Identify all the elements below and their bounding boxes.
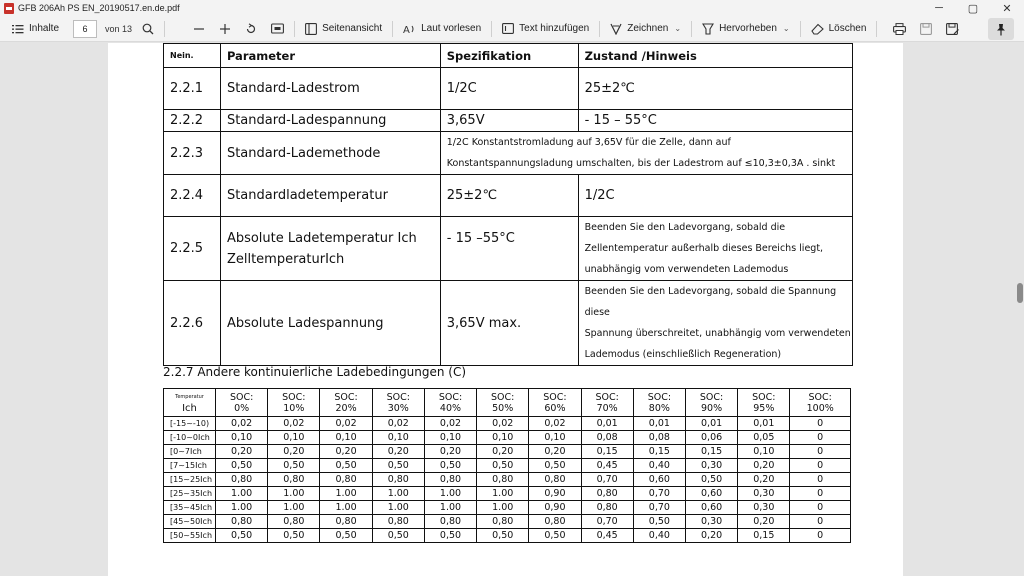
table-cell: 0	[790, 459, 851, 473]
table-cell: 0	[790, 417, 851, 431]
table-cell: 0	[790, 473, 851, 487]
zoom-in-button[interactable]	[215, 18, 235, 40]
highlight-label: Hervorheben	[719, 23, 777, 34]
rotate-button[interactable]	[241, 18, 261, 40]
table-cell: 0,08	[581, 431, 633, 445]
soc-value: 95%	[753, 402, 775, 414]
table-cell: Standard-Ladestrom	[220, 68, 440, 110]
table-cell: 0,20	[424, 445, 476, 459]
table-row	[164, 487, 851, 501]
table-cell: 0,50	[216, 459, 268, 473]
table-cell: 0,20	[268, 445, 320, 459]
table-cell: 0,10	[320, 431, 372, 445]
table-cell: 0,30	[738, 487, 790, 501]
column-header	[216, 389, 268, 417]
soc-value: 70%	[596, 402, 618, 414]
temperature-unit: Ich	[182, 402, 197, 414]
column-header	[685, 389, 737, 417]
maximize-button[interactable]: ▢	[967, 2, 979, 15]
highlighter-icon	[702, 23, 714, 35]
soc-value: 20%	[335, 402, 357, 414]
soc-prefix: SOC:	[229, 391, 254, 403]
table-cell: 2.2.1	[164, 68, 221, 110]
title-bar	[0, 0, 1024, 16]
table-cell: - 15 – 55°C	[578, 110, 852, 132]
table-cell: 0,02	[424, 417, 476, 431]
soc-prefix: SOC:	[595, 391, 619, 403]
soc-value: 10%	[283, 402, 305, 414]
table-cell: 1.00	[320, 487, 372, 501]
table-cell: 0,80	[216, 473, 268, 487]
table-cell: 0,30	[738, 501, 790, 515]
table-cell: 0,50	[320, 529, 372, 543]
table-cell: - 15 –55°C	[440, 217, 578, 281]
table-cell: 0,10	[424, 431, 476, 445]
soc-value: 0%	[234, 402, 250, 414]
table-cell: 0,80	[372, 515, 424, 529]
soc-prefix: SOC:	[438, 391, 463, 403]
fit-page-icon	[271, 23, 284, 34]
table-cell: 1/2C	[440, 68, 578, 110]
table-cell: 0,80	[529, 515, 581, 529]
chevron-down-icon[interactable]: ⌄	[674, 24, 682, 33]
column-header	[320, 389, 372, 417]
table-cell: 2.2.6	[164, 281, 221, 366]
table-cell: Standard-Ladespannung	[220, 110, 440, 132]
soc-value: 30%	[387, 402, 409, 414]
table-row	[164, 431, 851, 445]
draw-label: Zeichnen	[627, 23, 669, 34]
table-cell: 0,60	[685, 501, 737, 515]
table-cell: 2.2.2	[164, 110, 221, 132]
table-cell: 0,30	[685, 459, 737, 473]
table-row	[164, 515, 851, 529]
draw-icon	[610, 23, 622, 35]
column-header: Spezifikation	[440, 44, 578, 68]
table-cell: 0,02	[529, 417, 581, 431]
table-cell: 0,50	[529, 529, 581, 543]
table-cell: 0,20	[738, 459, 790, 473]
table-cell: 0,06	[685, 431, 737, 445]
table-cell: 0,50	[216, 529, 268, 543]
table-cell: 1.00	[268, 487, 320, 501]
table-row	[164, 175, 853, 217]
table-cell: 0,02	[268, 417, 320, 431]
column-header	[268, 389, 320, 417]
table-row	[164, 459, 851, 473]
table-cell: 0,80	[424, 515, 476, 529]
table-cell: 0,20	[477, 445, 529, 459]
window-title: GFB 206Ah PS EN_20190517.en.de.pdf	[18, 3, 180, 13]
table-cell: Standardladetemperatur	[220, 175, 440, 217]
zoom-out-button[interactable]	[189, 18, 209, 40]
table-header-row	[164, 44, 853, 68]
minimize-button[interactable]: ─	[935, 2, 943, 14]
section-heading: 2.2.7 Andere kontinuierliche Ladebedingungen (C)	[163, 365, 467, 379]
table-cell: 0,90	[529, 487, 581, 501]
table-cell: 0,80	[320, 473, 372, 487]
add-text-button[interactable]	[498, 18, 593, 40]
table-cell: 0,05	[738, 431, 790, 445]
table-cell: 0,80	[581, 501, 633, 515]
table-cell: 0,80	[581, 487, 633, 501]
toolbar-divider	[876, 21, 877, 37]
table-cell: 0,60	[685, 487, 737, 501]
table-row	[164, 473, 851, 487]
table-cell	[440, 132, 852, 175]
page-number-input[interactable]: 6	[73, 20, 97, 38]
table-cell: 1.00	[268, 501, 320, 515]
page-view-button[interactable]	[301, 18, 386, 40]
read-aloud-button[interactable]	[399, 18, 485, 40]
cell-line: Zellentemperatur außerhalb dieses Bereichs liegt,	[584, 243, 824, 254]
column-header	[424, 389, 476, 417]
soc-prefix: SOC:	[808, 391, 832, 403]
read-aloud-label: Laut vorlesen	[421, 23, 482, 34]
table-cell: 1.00	[320, 501, 372, 515]
table-cell: 0,80	[477, 515, 529, 529]
table-cell: 0,80	[268, 515, 320, 529]
table-row	[164, 68, 853, 110]
table-cell: 0,02	[477, 417, 529, 431]
table-cell: 0,70	[633, 487, 685, 501]
table-cell: 0,02	[372, 417, 424, 431]
soc-value: 40%	[439, 402, 462, 414]
column-header	[529, 389, 581, 417]
table-cell: 0,15	[685, 445, 737, 459]
add-text-label: Text hinzufügen	[519, 23, 590, 34]
pdf-app-icon	[4, 3, 14, 14]
table-row	[164, 417, 851, 431]
table-cell: 0,40	[633, 529, 685, 543]
soc-prefix: SOC:	[491, 391, 515, 403]
scrollbar-thumb[interactable]	[1017, 283, 1023, 303]
table-row	[164, 217, 853, 281]
soc-value: 80%	[648, 402, 670, 414]
toolbar	[0, 16, 1024, 42]
temperature-range-cell: [50~55Ich	[164, 529, 216, 543]
table-cell: 0,10	[738, 445, 790, 459]
table-cell: 0,50	[268, 459, 320, 473]
table-cell: 0,50	[424, 529, 476, 543]
table-cell: 25±2℃	[440, 175, 578, 217]
table-cell: 0	[790, 431, 851, 445]
table-cell: 0,50	[268, 529, 320, 543]
cell-line: unabhängig vom verwendeten Lademodus	[584, 264, 789, 275]
toolbar-divider	[491, 21, 492, 37]
soc-prefix: SOC:	[752, 391, 776, 403]
search-button[interactable]	[138, 18, 158, 40]
temperature-range-cell: [0~7Ich	[164, 445, 216, 459]
table-cell: 0,50	[685, 473, 737, 487]
pin-toolbar-button[interactable]	[988, 18, 1014, 40]
temperature-range-cell: [35~45Ich	[164, 501, 216, 515]
table-cell: 0,01	[581, 417, 633, 431]
table-cell: 0,20	[529, 445, 581, 459]
table-cell: 1.00	[216, 501, 268, 515]
plus-icon	[219, 23, 231, 35]
table-cell: 0,80	[372, 473, 424, 487]
cell-line: Absolute Ladetemperatur Ich	[226, 230, 417, 246]
soc-prefix: SOC:	[282, 391, 306, 403]
table-row	[164, 501, 851, 515]
cell-line: Konstantspannungsladung umschalten, bis der Ladestrom auf ≤10,3±0,3A . sinkt	[446, 158, 836, 169]
save-as-icon	[946, 23, 959, 35]
soc-prefix: SOC:	[386, 391, 410, 403]
column-header	[164, 389, 216, 417]
erase-label: Löschen	[828, 23, 867, 34]
table-cell: 2.2.5	[164, 217, 221, 281]
table-cell: 0,50	[372, 529, 424, 543]
table-cell: 0,10	[268, 431, 320, 445]
table-cell: 0,20	[738, 473, 790, 487]
temperature-label: Temperatur	[175, 393, 204, 400]
table-cell: 0,10	[372, 431, 424, 445]
contents-label: Inhalte	[29, 23, 60, 34]
soc-value: 60%	[544, 402, 566, 414]
table-cell: 0,20	[372, 445, 424, 459]
cell-line: ZelltemperaturIch	[226, 251, 345, 267]
table-cell: 0	[790, 501, 851, 515]
table-row	[164, 281, 853, 366]
table-cell: 0,15	[633, 445, 685, 459]
table-cell: 0,70	[633, 501, 685, 515]
table-cell: 0	[790, 529, 851, 543]
table-cell: 0,40	[633, 459, 685, 473]
soc-prefix: SOC:	[699, 391, 724, 403]
table-cell	[578, 217, 852, 281]
table-cell: 0	[790, 487, 851, 501]
search-icon	[142, 23, 154, 35]
table-cell: 0,20	[216, 445, 268, 459]
table-cell: 0,15	[738, 529, 790, 543]
soc-value: 100%	[806, 402, 834, 414]
table-cell: 1.00	[477, 487, 529, 501]
save-icon	[920, 23, 932, 35]
table-cell: 0,01	[738, 417, 790, 431]
table-cell: 0,10	[216, 431, 268, 445]
spec-table	[163, 43, 853, 366]
toolbar-divider	[599, 21, 600, 37]
table-cell: 0,50	[424, 459, 476, 473]
draw-button[interactable]	[606, 18, 685, 40]
rotate-icon	[245, 23, 257, 35]
table-cell: 0,10	[529, 431, 581, 445]
soc-value: 50%	[492, 402, 514, 414]
table-cell: 0,60	[633, 473, 685, 487]
table-cell: Absolute Ladespannung	[220, 281, 440, 366]
text-box-icon	[502, 23, 514, 34]
svg-text:A: A	[403, 24, 410, 35]
soc-prefix: SOC:	[334, 391, 358, 403]
column-header: Parameter	[220, 44, 440, 68]
table-cell: 0,50	[633, 515, 685, 529]
table-cell: 0,20	[320, 445, 372, 459]
page-view-label: Seitenansicht	[322, 23, 383, 34]
table-cell: 0,02	[320, 417, 372, 431]
table-cell: 0,80	[216, 515, 268, 529]
table-cell: 0,70	[581, 473, 633, 487]
table-cell: 0,30	[685, 515, 737, 529]
table-cell: 0,10	[477, 431, 529, 445]
column-header	[477, 389, 529, 417]
eraser-icon	[811, 23, 824, 35]
cell-line: Beenden Sie den Ladevorgang, sobald die	[584, 222, 786, 233]
highlight-button[interactable]	[698, 18, 794, 40]
table-cell: 1.00	[424, 501, 476, 515]
temperature-range-cell: [45~50Ich	[164, 515, 216, 529]
table-row	[164, 132, 853, 175]
table-cell: 0,80	[320, 515, 372, 529]
column-header	[372, 389, 424, 417]
table-cell: 0,50	[477, 459, 529, 473]
table-cell: 0,80	[424, 473, 476, 487]
temperature-range-cell: [15~25Ich	[164, 473, 216, 487]
temperature-range-cell: [7~15Ich	[164, 459, 216, 473]
minus-icon	[193, 23, 205, 35]
table-cell: 1.00	[216, 487, 268, 501]
soc-prefix: SOC:	[543, 391, 567, 403]
table-cell: 1.00	[372, 487, 424, 501]
soc-prefix: SOC:	[647, 391, 672, 403]
column-header	[790, 389, 851, 417]
table-cell: 1/2C	[578, 175, 852, 217]
table-row	[164, 529, 851, 543]
table-cell: 0,50	[477, 529, 529, 543]
column-header	[633, 389, 685, 417]
read-aloud-icon	[403, 23, 416, 35]
table-cell: 0,20	[685, 529, 737, 543]
chevron-down-icon[interactable]: ⌄	[782, 24, 790, 33]
printer-icon	[893, 23, 906, 35]
column-header: Zustand /Hinweis	[578, 44, 852, 68]
temperature-range-cell: [25~35Ich	[164, 487, 216, 501]
toolbar-divider	[691, 21, 692, 37]
table-cell: 0,15	[581, 445, 633, 459]
table-cell: 2.2.3	[164, 132, 221, 175]
table-cell: 1.00	[424, 487, 476, 501]
contents-button[interactable]	[8, 18, 63, 40]
table-cell: 3,65V	[440, 110, 578, 132]
table-cell: 0,45	[581, 529, 633, 543]
table-cell: Standard-Lademethode	[220, 132, 440, 175]
table-cell: 0,70	[581, 515, 633, 529]
table-cell: 1.00	[372, 501, 424, 515]
toolbar-divider	[294, 21, 295, 37]
temperature-range-cell: [-15~-10)	[164, 417, 216, 431]
table-cell: 0,80	[529, 473, 581, 487]
column-header	[738, 389, 790, 417]
table-cell: 0,01	[633, 417, 685, 431]
table-cell: 2.2.4	[164, 175, 221, 217]
toolbar-divider	[800, 21, 801, 37]
page-view-icon	[305, 23, 317, 35]
toolbar-divider	[164, 21, 165, 37]
table-header-row	[164, 389, 851, 417]
table-cell: 0,50	[320, 459, 372, 473]
table-cell: 0,45	[581, 459, 633, 473]
cell-line: Spannung überschreitet, unabhängig vom verwendeten	[584, 328, 851, 339]
document-viewport[interactable]	[0, 43, 1024, 576]
save-as-button[interactable]	[942, 18, 963, 40]
cell-line: 1/2C Konstantstromladung auf 3,65V für die Zelle, dann auf	[446, 137, 731, 148]
temperature-range-cell: [-10~0Ich	[164, 431, 216, 445]
table-cell: 0,50	[372, 459, 424, 473]
print-button[interactable]	[889, 18, 910, 40]
table-cell: 25±2℃	[578, 68, 852, 110]
table-cell: 0,01	[685, 417, 737, 431]
table-cell: 0,90	[529, 501, 581, 515]
page-total: von 13	[105, 23, 133, 34]
close-button[interactable]: ✕	[1002, 2, 1012, 15]
table-cell: 1.00	[477, 501, 529, 515]
table-cell: 0,20	[738, 515, 790, 529]
fit-page-button[interactable]	[267, 18, 288, 40]
save-button[interactable]	[916, 18, 936, 40]
table-cell	[578, 281, 852, 366]
erase-button[interactable]	[807, 18, 871, 40]
pin-icon	[995, 23, 1007, 36]
soc-table	[163, 388, 851, 543]
table-cell: 0,80	[477, 473, 529, 487]
table-cell: 0,02	[216, 417, 268, 431]
table-cell: 0,50	[529, 459, 581, 473]
pdf-page	[108, 43, 903, 576]
table-cell	[220, 217, 440, 281]
list-icon	[12, 24, 24, 34]
table-row	[164, 110, 853, 132]
table-cell: 3,65V max.	[440, 281, 578, 366]
table-row	[164, 445, 851, 459]
table-cell: 0	[790, 445, 851, 459]
table-cell: 0	[790, 515, 851, 529]
table-cell: 0,08	[633, 431, 685, 445]
table-cell: 0,80	[268, 473, 320, 487]
column-header	[581, 389, 633, 417]
toolbar-divider	[392, 21, 393, 37]
column-header: Nein.	[164, 44, 221, 68]
cell-line: Lademodus (einschließlich Regeneration)	[584, 349, 782, 360]
soc-value: 90%	[701, 402, 723, 414]
cell-line: Beenden Sie den Ladevorgang, sobald die Spannung diese	[584, 286, 837, 318]
window-controls	[922, 0, 1024, 16]
